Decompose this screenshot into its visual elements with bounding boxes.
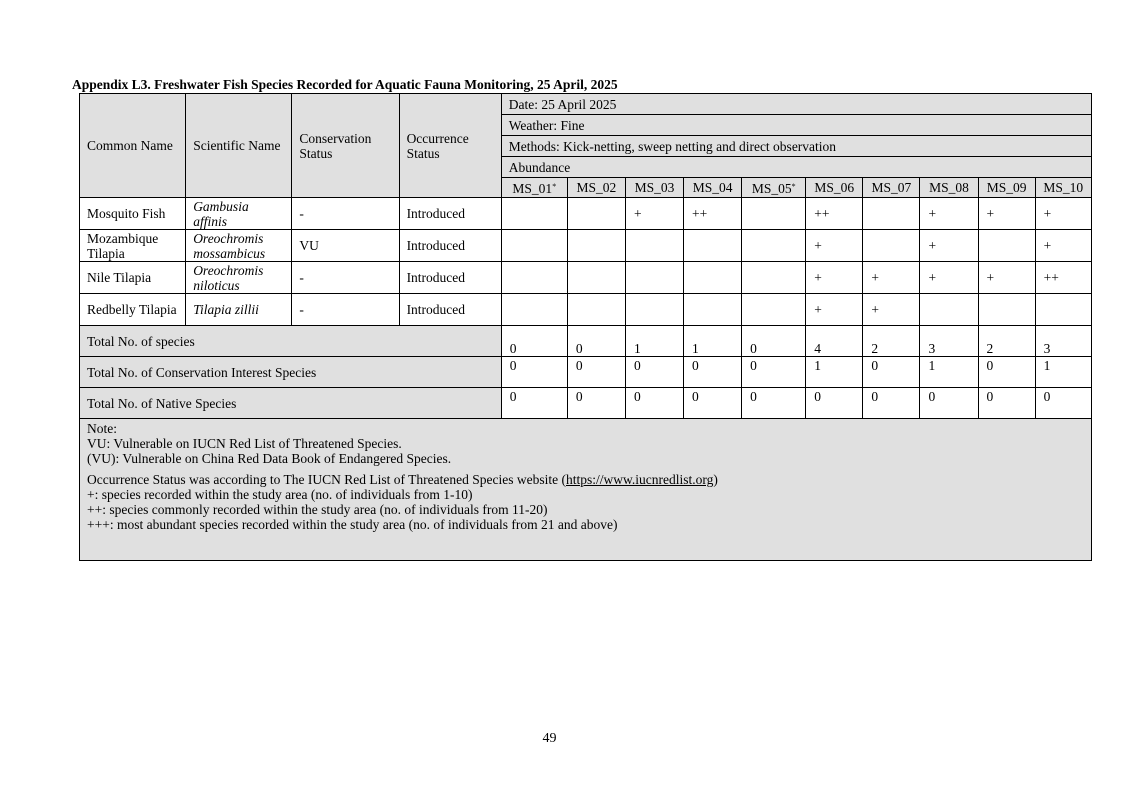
- totals-value: 0: [863, 388, 920, 419]
- station-header: [501, 178, 567, 198]
- totals-value: 4: [806, 326, 863, 357]
- note-plus-1: +: species recorded within the study area (no. of individuals from 1-10): [87, 487, 473, 502]
- station-label: MS_03: [634, 180, 675, 195]
- common-name-cell: Mozambique Tilapia: [80, 230, 186, 262]
- station-footnote-mark: *: [791, 182, 796, 191]
- station-header: [1035, 178, 1091, 198]
- iucn-link[interactable]: https://www.iucnredlist.org: [565, 472, 714, 487]
- totals-value: 0: [625, 357, 683, 388]
- abundance-cell: [567, 230, 625, 262]
- scientific-name-cell: Oreochromis mossambicus: [186, 230, 292, 262]
- totals-value: 0: [742, 388, 806, 419]
- header-abundance: Abundance: [501, 157, 1091, 178]
- totals-value: 0: [684, 388, 742, 419]
- abundance-cell: [684, 294, 742, 326]
- abundance-cell: [978, 294, 1035, 326]
- scientific-name-cell: Gambusia affinis: [186, 198, 292, 230]
- totals-value: 0: [863, 357, 920, 388]
- totals-value: 0: [806, 388, 863, 419]
- station-header: [625, 178, 683, 198]
- table-row: [80, 294, 1092, 326]
- abundance-cell: [501, 198, 567, 230]
- page-number: 49: [542, 731, 557, 746]
- abundance-cell: [625, 294, 683, 326]
- totals-value: 1: [806, 357, 863, 388]
- scientific-name-cell: Tilapia zillii: [186, 294, 292, 326]
- totals-row: [80, 357, 1092, 388]
- abundance-cell: +: [920, 230, 978, 262]
- notes-cell: [80, 419, 1092, 561]
- abundance-cell: ++: [1035, 262, 1091, 294]
- abundance-cell: [742, 198, 806, 230]
- totals-value: 1: [684, 326, 742, 357]
- station-label: MS_02: [576, 180, 617, 195]
- abundance-cell: [742, 262, 806, 294]
- station-footnote-mark: *: [552, 182, 557, 191]
- totals-value: 0: [1035, 388, 1091, 419]
- abundance-cell: ++: [806, 198, 863, 230]
- totals-row: [80, 388, 1092, 419]
- abundance-cell: [501, 230, 567, 262]
- totals-label: Total No. of Conservation Interest Species: [80, 357, 502, 388]
- header-conservation-status: Conservation Status: [292, 94, 399, 198]
- abundance-cell: [863, 198, 920, 230]
- totals-value: 1: [625, 326, 683, 357]
- abundance-cell: [742, 230, 806, 262]
- table-row: [80, 198, 1092, 230]
- abundance-cell: [501, 294, 567, 326]
- header-date: Date: 25 April 2025: [501, 94, 1091, 115]
- abundance-cell: [501, 262, 567, 294]
- header-methods: Methods: Kick-netting, sweep netting and direct observation: [501, 136, 1091, 157]
- totals-value: 2: [978, 326, 1035, 357]
- abundance-cell: [920, 294, 978, 326]
- note-vu-china: (VU): Vulnerable on China Red Data Book of Endangered Species.: [87, 451, 452, 466]
- header-weather: Weather: Fine: [501, 115, 1091, 136]
- station-header: [863, 178, 920, 198]
- note-vu: VU: Vulnerable on IUCN Red List of Threatened Species.: [87, 436, 402, 451]
- abundance-cell: +: [920, 262, 978, 294]
- table-row: [80, 262, 1092, 294]
- conservation-status-cell: -: [292, 198, 399, 230]
- abundance-cell: +: [1035, 198, 1091, 230]
- abundance-cell: +: [806, 230, 863, 262]
- totals-row: [80, 326, 1092, 357]
- totals-value: 0: [501, 326, 567, 357]
- abundance-cell: ++: [684, 198, 742, 230]
- totals-value: 3: [920, 326, 978, 357]
- table-row: [80, 230, 1092, 262]
- conservation-status-cell: VU: [292, 230, 399, 262]
- station-label: MS_09: [986, 180, 1027, 195]
- common-name-cell: Nile Tilapia: [80, 262, 186, 294]
- station-label: MS_06: [814, 180, 855, 195]
- abundance-cell: +: [806, 262, 863, 294]
- abundance-cell: [684, 230, 742, 262]
- common-name-cell: Redbelly Tilapia: [80, 294, 186, 326]
- totals-value: 0: [742, 357, 806, 388]
- abundance-cell: +: [920, 198, 978, 230]
- totals-value: 0: [501, 388, 567, 419]
- abundance-cell: [567, 294, 625, 326]
- station-header: [742, 178, 806, 198]
- abundance-cell: +: [863, 262, 920, 294]
- totals-value: 0: [684, 357, 742, 388]
- station-header: [567, 178, 625, 198]
- note-plus-3: +++: most abundant species recorded within the study area (no. of individuals from 21 and above): [87, 517, 618, 532]
- note-title: Note:: [87, 421, 117, 436]
- totals-value: 2: [863, 326, 920, 357]
- notes-row: [80, 419, 1092, 561]
- header-occurrence-status: Occurrence Status: [399, 94, 501, 198]
- abundance-cell: +: [806, 294, 863, 326]
- station-header: [978, 178, 1035, 198]
- totals-value: 0: [978, 357, 1035, 388]
- occurrence-status-cell: Introduced: [399, 294, 501, 326]
- totals-value: 1: [920, 357, 978, 388]
- occurrence-status-cell: Introduced: [399, 198, 501, 230]
- header-common-name: Common Name: [80, 94, 186, 198]
- abundance-cell: +: [863, 294, 920, 326]
- totals-value: 0: [567, 357, 625, 388]
- occurrence-status-cell: Introduced: [399, 230, 501, 262]
- totals-value: 3: [1035, 326, 1091, 357]
- totals-value: 0: [920, 388, 978, 419]
- totals-value: 0: [625, 388, 683, 419]
- abundance-cell: [863, 230, 920, 262]
- totals-value: 0: [567, 388, 625, 419]
- abundance-cell: [625, 262, 683, 294]
- totals-value: 0: [501, 357, 567, 388]
- station-header: [684, 178, 742, 198]
- station-header: [920, 178, 978, 198]
- occurrence-status-cell: Introduced: [399, 262, 501, 294]
- abundance-cell: +: [1035, 230, 1091, 262]
- abundance-cell: [1035, 294, 1091, 326]
- common-name-cell: Mosquito Fish: [80, 198, 186, 230]
- note-occurrence-text: Occurrence Status was according to The IUCN Red List of Threatened Species website (: [87, 472, 566, 487]
- totals-value: 0: [978, 388, 1035, 419]
- station-label: MS_08: [929, 180, 969, 195]
- station-label: MS_07: [871, 180, 912, 195]
- abundance-cell: +: [978, 262, 1035, 294]
- abundance-cell: +: [978, 198, 1035, 230]
- station-label: MS_01: [512, 181, 553, 196]
- station-label: MS_05: [751, 181, 792, 196]
- totals-value: 1: [1035, 357, 1091, 388]
- abundance-cell: [742, 294, 806, 326]
- abundance-cell: [567, 262, 625, 294]
- abundance-cell: [625, 230, 683, 262]
- station-label: MS_04: [692, 180, 733, 195]
- totals-value: 0: [567, 326, 625, 357]
- scientific-name-cell: Oreochromis niloticus: [186, 262, 292, 294]
- totals-label: Total No. of species: [80, 326, 502, 357]
- note-plus-2: ++: species commonly recorded within the study area (no. of individuals from 11-20): [87, 502, 548, 517]
- totals-label: Total No. of Native Species: [80, 388, 502, 419]
- abundance-cell: [978, 230, 1035, 262]
- abundance-cell: +: [625, 198, 683, 230]
- header-scientific-name: Scientific Name: [186, 94, 292, 198]
- conservation-status-cell: -: [292, 294, 399, 326]
- abundance-cell: [567, 198, 625, 230]
- station-header: [806, 178, 863, 198]
- note-occurrence-close: ): [713, 472, 718, 487]
- totals-value: 0: [742, 326, 806, 357]
- abundance-cell: [684, 262, 742, 294]
- note-occurrence: [87, 472, 1084, 487]
- station-label: MS_10: [1043, 180, 1084, 195]
- species-table: [79, 93, 1092, 561]
- conservation-status-cell: -: [292, 262, 399, 294]
- table-caption: Appendix L3. Freshwater Fish Species Recorded for Aquatic Fauna Monitoring, 25 April, 2025: [72, 77, 618, 92]
